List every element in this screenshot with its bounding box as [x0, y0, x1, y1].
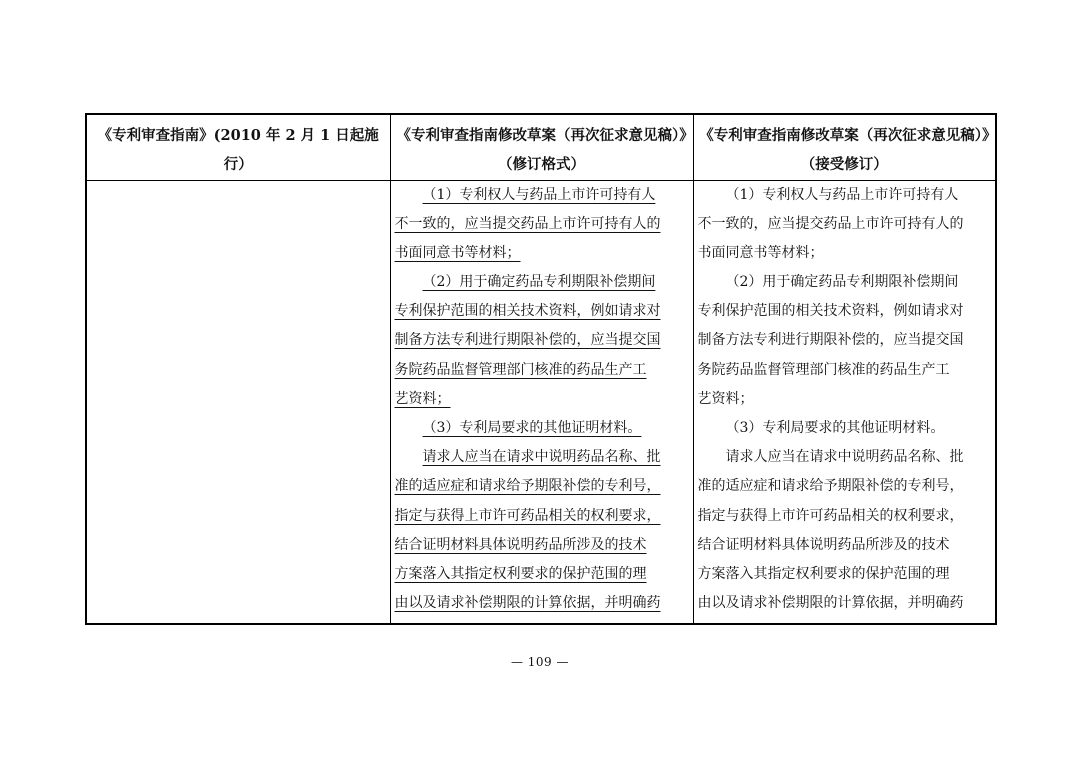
text-line [694, 297, 996, 326]
page-number: — 109 — [510, 655, 570, 669]
header-revision-accepted [693, 114, 996, 180]
text-line-content: 书面同意书等材料； [697, 244, 824, 261]
text-line-content: 制备方法专利进行期限补偿的，应当提交国 [697, 332, 964, 349]
header-original-guide [86, 114, 390, 180]
header-revision-tracked [390, 114, 693, 180]
text-line-content: （1）专利权人与药品上市许可持有人 [725, 186, 959, 203]
text-line-content: 务院药品监督管理部门核准的药品生产工 [697, 361, 950, 378]
text-line [694, 210, 996, 239]
text-line [391, 472, 693, 501]
text-line [391, 531, 693, 560]
text-line [391, 414, 693, 443]
text-line-content: （2）用于确定药品专利期限补偿期间 [422, 274, 656, 291]
text-line-content: 由以及请求补偿期限的计算依据，并明确药 [697, 595, 964, 612]
text-line-content: 务院药品监督管理部门核准的药品生产工 [394, 361, 647, 378]
text-line-content: 结合证明材料具体说明药品所涉及的技术 [697, 536, 950, 553]
text-line [694, 414, 996, 443]
text-line-content: 专利保护范围的相关技术资料，例如请求对 [697, 303, 964, 320]
text-line-content: 艺资料； [697, 390, 754, 407]
text-line-content: （3）专利局要求的其他证明材料。 [725, 420, 945, 436]
text-line [391, 560, 693, 589]
text-line [694, 181, 996, 210]
text-line [694, 443, 996, 472]
text-line [694, 472, 996, 501]
text-line [694, 385, 996, 414]
text-line [694, 589, 996, 618]
cell-revision-accepted [693, 180, 996, 624]
text-line [391, 443, 693, 472]
text-line [694, 268, 996, 297]
text-line [391, 210, 693, 239]
text-line [694, 326, 996, 355]
text-line [391, 239, 693, 268]
text-line-content: （1）专利权人与药品上市许可持有人 [422, 186, 656, 203]
text-line [391, 589, 693, 618]
text-line [694, 239, 996, 268]
text-line-content: 指定与获得上市许可药品相关的权利要求， [697, 507, 964, 524]
text-line-content: 准的适应症和请求给予期限补偿的专利号， [394, 478, 661, 495]
header-revision-tracked-text: 《专利审查指南修改草案（再次征求意见稿）》（修订格式） [396, 127, 687, 173]
table-header-row [86, 114, 996, 180]
text-line-content: （2）用于确定药品专利期限补偿期间 [725, 274, 959, 291]
text-line [391, 181, 693, 210]
text-line-content: （3）专利局要求的其他证明材料。 [422, 420, 642, 436]
header-original-guide-text: 《专利审查指南》(2010 年 2 月 1 日起施行） [97, 127, 379, 173]
text-line-content: 专利保护范围的相关技术资料，例如请求对 [394, 303, 661, 320]
text-line-content: 指定与获得上市许可药品相关的权利要求， [394, 507, 661, 524]
text-line-content: 制备方法专利进行期限补偿的，应当提交国 [394, 332, 661, 349]
text-line [694, 356, 996, 385]
text-line-content: 方案落入其指定权利要求的保护范围的理 [697, 565, 950, 582]
text-line-content: 书面同意书等材料； [394, 244, 521, 261]
cell-revision-tracked [390, 180, 693, 624]
text-line [694, 531, 996, 560]
text-line-content: 艺资料； [394, 390, 451, 407]
text-line-content: 请求人应当在请求中说明药品名称、批 [725, 449, 964, 466]
text-line-content: 不一致的，应当提交药品上市许可持有人的 [394, 215, 661, 232]
text-line [391, 297, 693, 326]
text-line-content: 请求人应当在请求中说明药品名称、批 [422, 449, 661, 466]
table-body-row [86, 180, 996, 624]
text-line [391, 502, 693, 531]
text-line [694, 560, 996, 589]
cell-original-guide [86, 180, 390, 624]
text-line-content: 由以及请求补偿期限的计算依据，并明确药 [394, 595, 661, 612]
text-line-content: 结合证明材料具体说明药品所涉及的技术 [394, 536, 647, 553]
comparison-table [85, 113, 997, 625]
text-line-content: 准的适应症和请求给予期限补偿的专利号， [697, 478, 964, 495]
text-line [694, 502, 996, 531]
text-line-content: 方案落入其指定权利要求的保护范围的理 [394, 565, 647, 582]
text-line [391, 326, 693, 355]
header-revision-accepted-text: 《专利审查指南修改草案（再次征求意见稿）》（接受修订） [699, 127, 990, 173]
text-line [391, 385, 693, 414]
text-line [391, 356, 693, 385]
text-line [391, 268, 693, 297]
text-line-content: 不一致的，应当提交药品上市许可持有人的 [697, 215, 964, 232]
